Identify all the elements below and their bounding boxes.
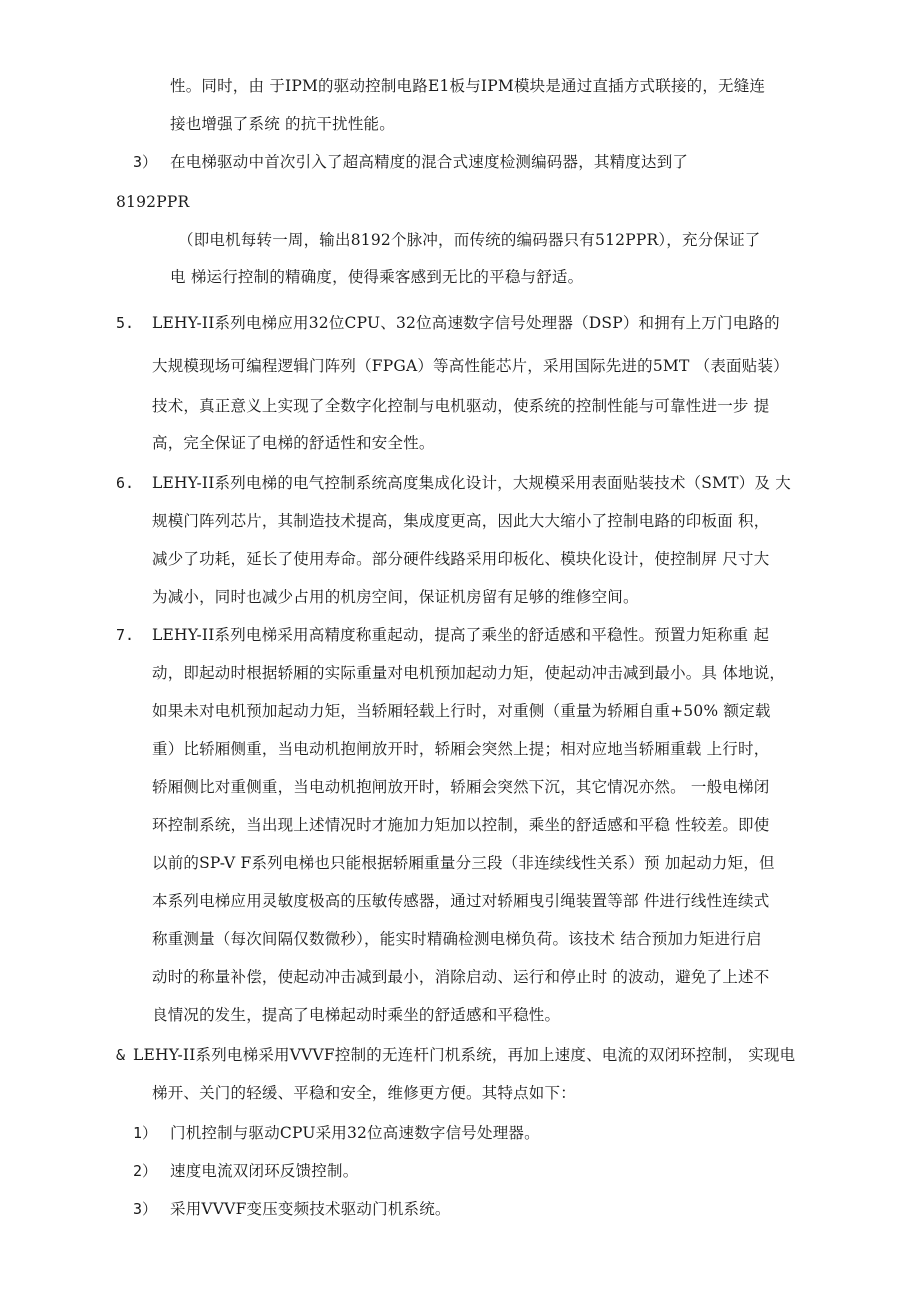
paragraph-line: 为减小，同时也减少占用的机房空间，保证机房留有足够的维修空间。 [152, 588, 639, 606]
paragraph-line: 8192PPR [116, 193, 190, 211]
paragraph-line: 性。同时，由 于IPM的驱动控制电路E1板与IPM模块是通过直插方式联接的，无缝连 [170, 77, 766, 95]
paragraph-line: 本系列电梯应用灵敏度极高的压敏传感器，通过对轿厢曳引绳装置等部 件进行线性连续式 [152, 892, 770, 910]
list-marker: 5. [116, 314, 135, 332]
list-item: 速度电流双闭环反馈控制。 [170, 1162, 359, 1180]
paragraph-line: LEHY-II系列电梯应用32位CPU、32位高速数字信号处理器（DSP）和拥有上万门电路的 [152, 314, 780, 332]
paragraph-line: 动时的称量补偿，使起动冲击减到最小，消除启动、运行和停止时 的波动，避免了上述不 [152, 968, 770, 986]
list-marker: 2） [133, 1162, 158, 1180]
list-marker: 6. [116, 474, 135, 492]
paragraph-line: 重）比轿厢侧重，当电动机抱闸放开时，轿厢会突然上提；相对应地当轿厢重载 上行时， [152, 740, 770, 758]
paragraph-line: 称重测量（每次间隔仅数微秒），能实时精确检测电梯负荷。该技术 结合预加力矩进行启 [152, 930, 762, 948]
paragraph-line: 梯开、关门的轻缓、平稳和安全，维修更方便。其特点如下： [152, 1084, 576, 1102]
paragraph-line: 以前的SP-V F系列电梯也只能根据轿厢重量分三段（非连续线性关系）预 加起动力矩，但 [152, 854, 775, 872]
paragraph-line: LEHY-II系列电梯采用VVVF控制的无连杆门机系统，再加上速度、电流的双闭环控制， 实现电 [133, 1046, 796, 1064]
paragraph-line: 技术，真正意义上实现了全数字化控制与电机驱动，使系统的控制性能与可靠性进一步 提 [152, 397, 770, 415]
paragraph-line: LEHY-II系列电梯采用高精度称重起动，提高了乘坐的舒适感和平稳性。预置力矩称重 起 [152, 626, 770, 644]
paragraph-line: 在电梯驱动中首次引入了超高精度的混合式速度检测编码器，其精度达到了 [170, 153, 689, 171]
list-marker: 7. [116, 626, 135, 644]
list-marker: 1） [133, 1124, 158, 1142]
list-marker: & [116, 1046, 126, 1064]
paragraph-line: 大规模现场可编程逻辑门阵列（FPGA）等高性能芯片，采用国际先进的5MT （表面贴装） [152, 357, 789, 375]
paragraph-line: 电 梯运行控制的精确度，使得乘客感到无比的平稳与舒适。 [170, 268, 584, 286]
list-item: 门机控制与驱动CPU采用32位高速数字信号处理器。 [170, 1124, 540, 1142]
paragraph-line: 减少了功耗，延长了使用寿命。部分硬件线路采用印板化、模块化设计，使控制屏 尺寸大 [152, 550, 770, 568]
paragraph-line: （即电机每转一周，输出8192个脉冲，而传统的编码器只有512PPR），充分保证了 [178, 231, 761, 249]
paragraph-line: 接也增强了系统 的抗干扰性能。 [170, 115, 395, 133]
paragraph-line: 动，即起动时根据轿厢的实际重量对电机预加起动力矩，使起动冲击减到最小。具 体地说， [152, 664, 786, 682]
paragraph-line: 轿厢侧比对重侧重，当电动机抱闸放开时，轿厢会突然下沉，其它情况亦然。 一般电梯闭 [152, 778, 770, 796]
list-marker: 3） [133, 153, 158, 171]
paragraph-line: 如果未对电机预加起动力矩，当轿厢轻载上行时，对重侧（重量为轿厢自重+50% 额定载 [152, 702, 771, 720]
paragraph-line: 高，完全保证了电梯的舒适性和安全性。 [152, 434, 435, 452]
paragraph-line: 环控制系统，当出现上述情况时才施加力矩加以控制，乘坐的舒适感和平稳 性较差。即使 [152, 816, 770, 834]
paragraph-line: 规模门阵列芯片，其制造技术提高，集成度更高，因此大大缩小了控制电路的印板面 积， [152, 512, 770, 530]
list-marker: 3） [133, 1200, 158, 1218]
paragraph-line: 良情况的发生，提高了电梯起动时乘坐的舒适感和平稳性。 [152, 1006, 561, 1024]
list-item: 采用VVVF变压变频技术驱动门机系统。 [170, 1200, 451, 1218]
paragraph-line: LEHY-II系列电梯的电气控制系统高度集成化设计，大规模采用表面贴装技术（SMT）及 大 [152, 474, 791, 492]
